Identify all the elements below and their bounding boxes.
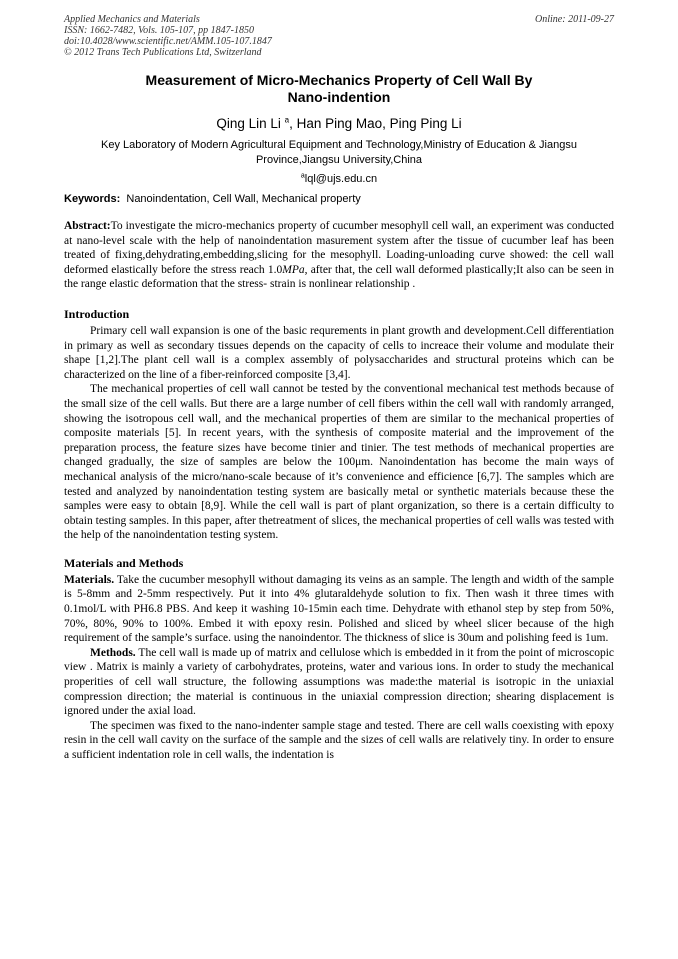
affiliation-line-2: Province,Jiangsu University,China bbox=[255, 154, 423, 166]
paper-title bbox=[64, 72, 614, 106]
methods-paragraph bbox=[64, 646, 614, 719]
journal-copyright: © 2012 Trans Tech Publications Ltd, Switzerland bbox=[64, 47, 262, 58]
journal-name: Applied Mechanics and Materials bbox=[64, 14, 200, 25]
materials-paragraph bbox=[64, 573, 614, 646]
specimen-paragraph: The specimen was fixed to the nano-indenter sample stage and tested. There are cell walls coexisting with epoxy resin in the cell wall cavity on the surface of the sample and the sizes of cell walls are relatively tiny. In order to ensure a sufficient indentation role in cell walls, the indentation is bbox=[64, 719, 614, 761]
introduction-paragraph-2: The mechanical properties of cell wall cannot be tested by the conventional mechanical test methods because of the small size of the cell walls. But there are a large number of cell fibers within the cell wall with randomly arranged, showing the isotropous cell wall, and the mechanical properties of them are similar to the mechanical properties of composite materials [5]. In recent years, with the synthesis of composite material and the improvement of the preparation process, the feature sizes have become tinier and tinier. The test methods of mechanical properties are changed gradually, the size of samples are below the 100μm. Nanoindentation has become the main ways of mechanical analysis of the micro/nano-scale because of it’s convenience and efficience [6,7]. The samples which are tested and analyzed by nanoindentation testing system are basically metal or synthetic materials because these the samples were easy to obtain [8,9]. While the cell wall is part of plant organization, so there is a certain difficulty to obtain testing samples. In this paper, after thetreatment of slices, the mechanical properties of cell walls was tested with the help of the nanoindentation testing system. bbox=[64, 383, 614, 542]
keywords-text: Nanoindentation, Cell Wall, Mechanical property bbox=[126, 193, 361, 205]
materials-methods-heading: Materials and Methods bbox=[64, 555, 184, 570]
abstract-label: Abstract: bbox=[64, 220, 111, 232]
methods-label: Methods. bbox=[90, 646, 136, 659]
email-address: lql@ujs.edu.cn bbox=[304, 173, 378, 185]
paper-title-line-2: Nano-indention bbox=[287, 89, 391, 105]
methods-text: The cell wall is made up of matrix and cellulose which is embedded in it from the point of microscopic view . Matrix is mainly a variety of carbohydrates, proteins, water and various ions. In order to study the mechanical properities of cell wall structure, the following assumptions was made:the material is isotropic in the uniaxial compression direction; the material is continuous in the uniaxial compression direction; shearing displacement is ignored under the axial load. bbox=[64, 646, 614, 718]
paper-title-line-1: Measurement of Micro-Mechanics Property of Cell Wall By bbox=[145, 72, 533, 88]
affiliation bbox=[54, 138, 624, 168]
abstract bbox=[64, 219, 614, 292]
keywords bbox=[64, 192, 614, 206]
online-date: Online: 2011-09-27 bbox=[535, 14, 614, 25]
author-superscript: a bbox=[284, 115, 290, 125]
abstract-text-1: To investigate the micro-mechanics property of cucumber mesophyll cell wall, an experiment was conducted at nano-level scale with the help of nanoindentation masurement system after the tissue of cucumber leaf has been treated of fixing,dehydrating,embedding,slicing for the mesophyll. Loading-unloading curve showed: the cell wall deformed elastically before the stress reach 1.0 bbox=[64, 220, 614, 276]
abstract-unit: MPa bbox=[282, 263, 305, 276]
author-rest: , Han Ping Mao, Ping Ping Li bbox=[289, 116, 462, 131]
introduction-paragraph-1: Primary cell wall expansion is one of the basic requrements in plant growth and development.Cell differentiation in primary as well as secondary tissues depends on the capacity of cells to increace their volume and modulate their shape [1,2].The plant cell wall is a complex assembly of polysaccharides and structural proteins which can be characterized on the line of a fiber-reinforced composite [3,4]. bbox=[64, 324, 614, 381]
affiliation-line-1: Key Laboratory of Modern Agricultural Equipment and Technology,Ministry of Education & Jiangsu bbox=[101, 139, 577, 151]
journal-issn: ISSN: 1662-7482, Vols. 105-107, pp 1847-1850 bbox=[64, 25, 254, 36]
author-list bbox=[64, 115, 614, 132]
author-first: Qing Lin Li bbox=[216, 116, 281, 131]
journal-header bbox=[64, 14, 614, 58]
introduction-heading: Introduction bbox=[64, 306, 130, 321]
abstract-text-2: , after that, the cell wall deformed plastically;It also can be seen in the range elastic deformation that the stress- strain is nonlinear relationship . bbox=[64, 263, 614, 291]
materials-label: Materials. bbox=[64, 573, 115, 586]
journal-doi: doi:10.4028/www.scientific.net/AMM.105-107.1847 bbox=[64, 36, 272, 47]
materials-text: Take the cucumber mesophyll without damaging its veins as an sample. The length and width of the sample is 5-8mm and 2-5mm respectively. Put it into 4% glutaraldehyde solution to fix. Then wash it three times with 0.1mol/L with PH6.8 PBS. And keep it washing 10-15min each time. Dehydrate with ethanol step by step from 50%, 70%, 80%, 90% to 100%. Embed it with epoxy resin. Polished and sliced by wheel slicer because of the high requirement of the sample’s surface. using the nanoindentor. The thickness of slice is 30um and polishing feed is 1um. bbox=[64, 573, 614, 645]
author-email bbox=[64, 172, 614, 186]
email-superscript: a bbox=[300, 172, 305, 180]
keywords-label: Keywords: bbox=[64, 193, 121, 205]
